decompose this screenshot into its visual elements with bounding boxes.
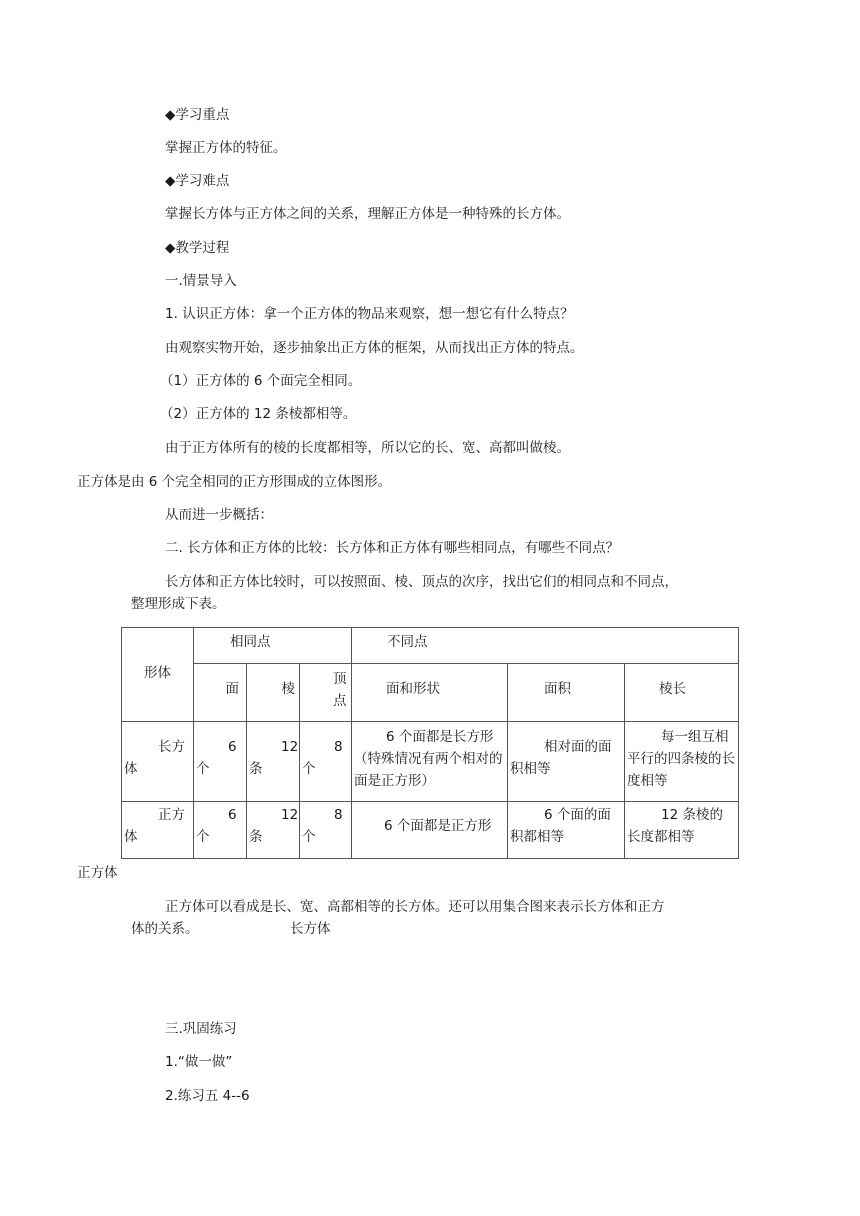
- row-cube-edges: 12条: [247, 802, 300, 859]
- relation-text-line2: 体的关系。: [131, 921, 199, 937]
- observe-text: 由观察实物开始，逐步抽象出正方体的框架，从而找出正方体的特点。: [165, 340, 584, 356]
- table-col-face-shape: 面和形状: [352, 664, 508, 722]
- feature1-text: （1）正方体的 6 个面完全相同。: [160, 373, 362, 389]
- table-header-different: 不同点: [352, 628, 739, 664]
- row-cuboid-edges: 12条: [247, 722, 300, 802]
- table-col-face: 面: [194, 664, 247, 722]
- row-cuboid-faces: 6个: [194, 722, 247, 802]
- compare-text-line1: 长方体和正方体比较时，可以按照面、棱、顶点的次序，找出它们的相同点和不同点，: [165, 574, 678, 590]
- row-cuboid-edge-length: 每一组互相平行的四条棱的长度相等: [625, 722, 739, 802]
- section1-title: 一.情景导入: [165, 273, 237, 289]
- row-cube-shape: 正方体: [122, 802, 194, 859]
- row-cube-area: 6 个面的面积都相等: [508, 802, 625, 859]
- relation-text-line1: 正方体可以看成是长、宽、高都相等的长方体。还可以用集合图来表示长方体和正方: [165, 899, 665, 915]
- row-cuboid-face-shape: 6 个面都是长方形（特殊情况有两个相对的面是正方形）: [352, 722, 508, 802]
- definition-text: 正方体是由 6 个完全相同的正方形围成的立体图形。: [77, 474, 392, 490]
- row-cube-edge-length: 12 条棱的长度都相等: [625, 802, 739, 859]
- item1-text: 1. 认识正方体：拿一个正方体的物品来观察，想一想它有什么特点？: [165, 306, 574, 322]
- exercise2-text: 2.练习五 4--6: [165, 1088, 250, 1104]
- key-point-text: 掌握正方体的特征。: [165, 140, 287, 156]
- difficulty-text: 掌握长方体与正方体之间的关系，理解正方体是一种特殊的长方体。: [165, 206, 570, 222]
- section3-title: 三.巩固练习: [165, 1021, 237, 1037]
- section2-title: 二. 长方体和正方体的比较：长方体和正方体有哪些相同点，有哪些不同点？: [165, 540, 620, 556]
- summary-lead-text: 从而进一步概括：: [165, 507, 273, 523]
- table-col-edge: 棱: [247, 664, 300, 722]
- table-header-shape: 形体: [122, 628, 194, 722]
- feature2-text: （2）正方体的 12 条棱都相等。: [160, 406, 357, 422]
- table-col-area: 面积: [508, 664, 625, 722]
- compare-text-line2: 整理形成下表。: [131, 596, 226, 612]
- venn-outer-label: 长方体: [290, 921, 331, 937]
- row-cube-vertices: 8个: [300, 802, 352, 859]
- process-heading: ◆教学过程: [165, 240, 230, 256]
- comparison-table: [121, 627, 739, 859]
- table-col-edge-length: 棱长: [625, 664, 739, 722]
- row-cuboid-shape: 长方体: [122, 722, 194, 802]
- row-cuboid-area: 相对面的面积相等: [508, 722, 625, 802]
- edge-note-text: 由于正方体所有的棱的长度都相等，所以它的长、宽、高都叫做棱。: [165, 440, 570, 456]
- table-row: [122, 722, 739, 802]
- table-row: [122, 802, 739, 859]
- table-col-vertex: 顶点: [300, 664, 352, 722]
- key-point-heading: ◆学习重点: [165, 107, 230, 123]
- row-cube-faces: 6个: [194, 802, 247, 859]
- venn-inner-label: 正方体: [77, 865, 118, 881]
- row-cube-face-shape: 6 个面都是正方形: [352, 802, 508, 859]
- table-header-same: 相同点: [194, 628, 352, 664]
- difficulty-heading: ◆学习难点: [165, 173, 230, 189]
- row-cuboid-vertices: 8个: [300, 722, 352, 802]
- exercise1-text: 1.“做一做”: [165, 1054, 233, 1070]
